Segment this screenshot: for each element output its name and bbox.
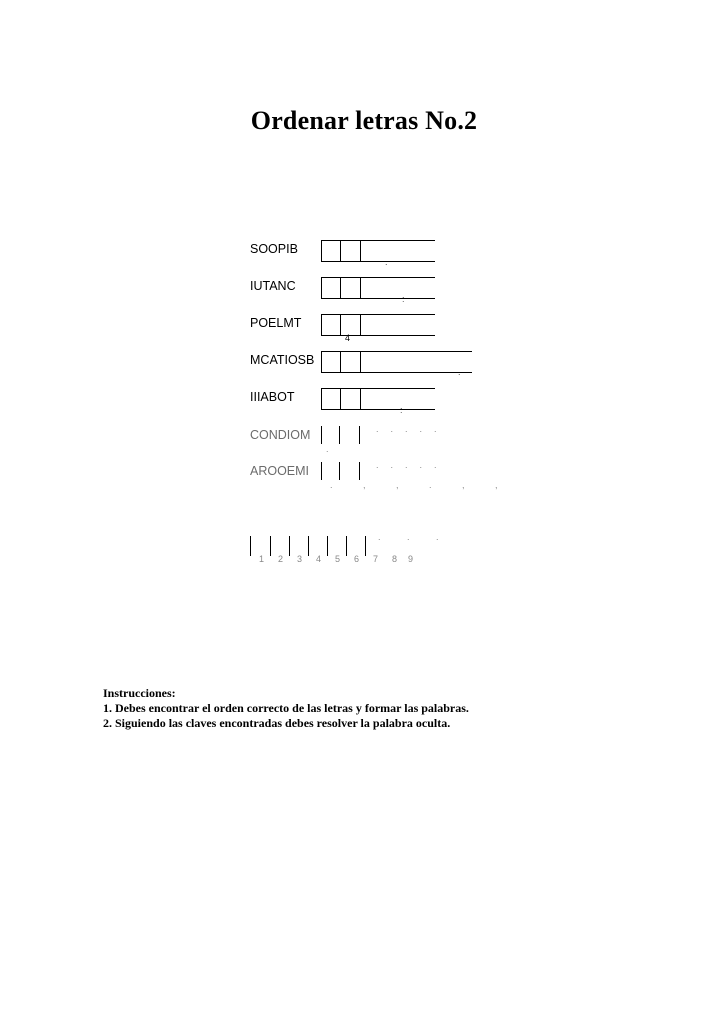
key-number-6: 9: [327, 441, 328, 442]
answer-boxes-5[interactable]: [321, 388, 435, 410]
answer-line-7a: [321, 462, 322, 480]
answer-boxes-3[interactable]: [321, 314, 435, 336]
hidden-number-8: 8: [392, 554, 398, 564]
hidden-line-1: [250, 536, 251, 556]
instructions-heading: Instrucciones:: [103, 686, 176, 700]
faint-dots-6: .....: [376, 424, 449, 434]
key-number-5: 8: [401, 401, 402, 402]
hidden-line-2: [270, 536, 271, 556]
hidden-number-2: 2: [278, 554, 284, 564]
instruction-step-2: 2. Siguiendo las claves encontradas debes resolver la palabra oculta.: [103, 716, 451, 730]
hidden-number-6: 6: [354, 554, 360, 564]
hidden-dots: . . .: [378, 532, 451, 542]
key-number-3: 4: [345, 333, 351, 343]
key-number-1: 4: [387, 252, 388, 253]
key-mark-5: :: [400, 405, 403, 415]
instruction-step-1: 1. Debes encontrar el orden correcto de las letras y formar las palabras.: [103, 701, 469, 715]
hidden-number-7: 7: [373, 554, 379, 564]
key-mark-2: :: [402, 294, 405, 304]
key-mark-4: .: [458, 367, 461, 377]
answer-boxes-4[interactable]: [321, 351, 472, 373]
answer-line-6b: [339, 426, 340, 444]
answer-line-6a: [321, 426, 322, 444]
hidden-number-9: 9: [408, 554, 414, 564]
hidden-number-3: 3: [297, 554, 303, 564]
clue-word-3: POELMT: [250, 316, 302, 330]
answer-boxes-2[interactable]: [321, 277, 435, 299]
instructions-block: [103, 686, 469, 731]
page-title: Ordenar letras No.2: [250, 106, 478, 135]
answer-line-7b: [339, 462, 340, 480]
answer-line-7c: [359, 462, 360, 480]
clue-word-5: IIIABOT: [250, 390, 295, 404]
faint-mark-6: .: [326, 444, 329, 454]
clue-word-6: CONDIOM: [250, 428, 311, 442]
faint-marks-7: . , , . , ,: [330, 480, 512, 490]
clue-word-2: IUTANC: [250, 279, 296, 293]
answer-line-6c: [359, 426, 360, 444]
hidden-line-7: [365, 536, 366, 556]
hidden-line-4: [308, 536, 309, 556]
faint-dots-7: .....: [376, 460, 449, 470]
hidden-line-3: [289, 536, 290, 556]
clue-word-1: SOOPIB: [250, 242, 298, 256]
clue-word-7: AROOEMI: [250, 464, 310, 478]
clue-word-4: MCATIOSB: [250, 353, 315, 367]
hidden-number-5: 5: [335, 554, 341, 564]
hidden-number-4: 4: [316, 554, 322, 564]
answer-boxes-1[interactable]: [321, 240, 435, 262]
key-mark-1: .: [385, 257, 388, 267]
hidden-line-5: [327, 536, 328, 556]
hidden-number-1: 1: [259, 554, 265, 564]
hidden-line-6: [346, 536, 347, 556]
key-number-2: 7: [403, 290, 404, 291]
key-number-4: 2: [459, 364, 460, 365]
